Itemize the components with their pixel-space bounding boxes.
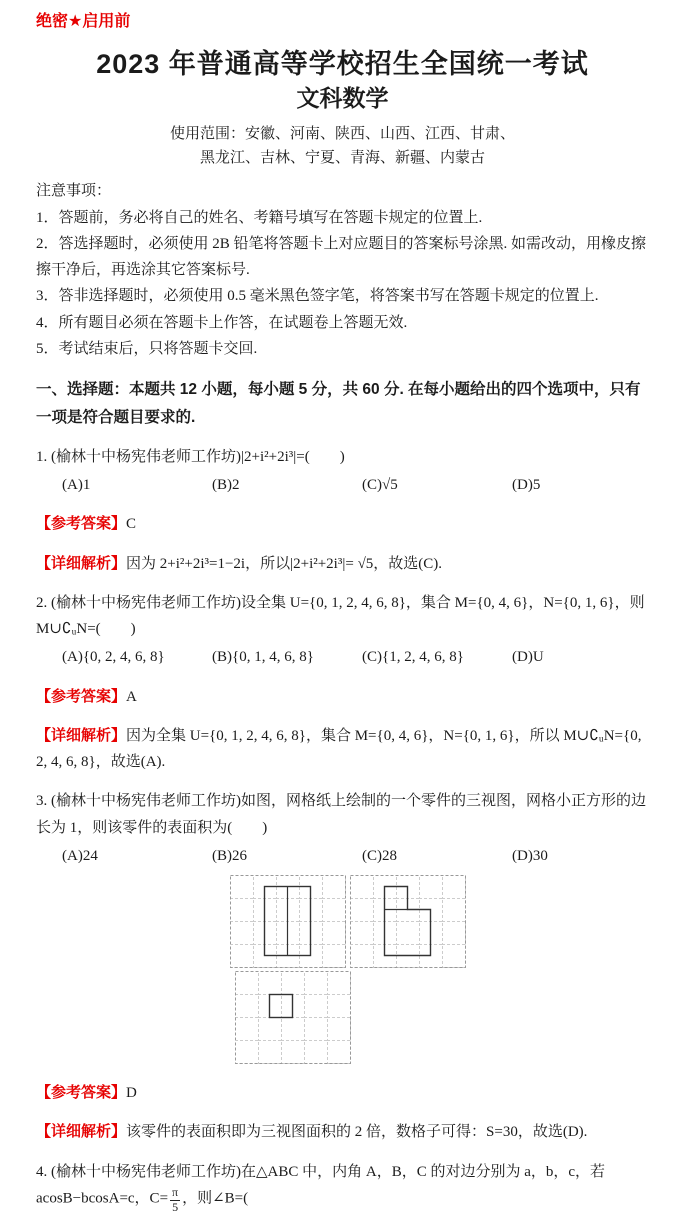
question-3 [36, 788, 649, 1145]
exam-subject: 文科数学 [296, 85, 389, 112]
question-3-option-d: (D)30 [512, 847, 548, 864]
notes-heading: 注意事项： [36, 183, 112, 200]
question-2-stem: 2. (榆林十中杨宪伟老师工作坊)设全集 U={0, 1, 2, 4, 6, 8}，集合 M={0, 4, 6}，N={0, 1, 6}，则 M∪∁ᵤN=( ) [36, 594, 645, 638]
top-view-grid [235, 971, 351, 1064]
notes-section [36, 178, 649, 362]
note-item-1: 1．答题前，务必将自己的姓名、考籍号填写在答题卡规定的位置上. [36, 209, 483, 226]
question-1-option-c: (C)√5 [362, 477, 398, 494]
question-4-stem [36, 1159, 649, 1214]
answer-value: C [126, 516, 137, 533]
question-3-stem: 3. (榆林十中杨宪伟老师工作坊)如图，网格纸上绘制的一个零件的三视图，网格小正方形的边长为 1，则该零件的表面积为( ) [36, 793, 646, 836]
three-view-figure [36, 875, 649, 1067]
question-2-answer [36, 684, 649, 710]
answer-label: 【参考答案】 [36, 688, 127, 705]
question-1-stem: 1. (榆林十中杨宪伟老师工作坊)|2+i²+2i³|=( ) [36, 448, 345, 465]
analysis-label: 【详细解析】 [36, 1124, 127, 1141]
question-2-options [36, 644, 649, 670]
question-2-analysis [36, 723, 649, 776]
analysis-text: 因为 2+i²+2i³=1−2i，所以|2+i²+2i³|= √5，故选(C). [126, 555, 443, 572]
question-1-options [36, 472, 649, 498]
scope-line-1: 使用范围：安徽、河南、陕西、山西、江西、甘肃、 [169, 126, 515, 143]
answer-label: 【参考答案】 [36, 1085, 127, 1102]
question-2 [36, 590, 649, 776]
fraction-denominator: 5 [172, 1199, 179, 1214]
question-1-answer [36, 511, 649, 537]
question-4-stem-post: ，则∠B=( [182, 1190, 249, 1207]
answer-label: 【参考答案】 [36, 516, 127, 533]
question-1-option-d: (D)5 [512, 477, 541, 494]
question-4-stem-pre: 4. (榆林十中杨宪伟老师工作坊)在△ABC 中，内角 A，B，C 的对边分别为 a，b，c，若 acosB−bcosA=c，C= [36, 1163, 606, 1207]
front-view-grid [230, 875, 346, 968]
fraction-numerator: π [172, 1184, 179, 1199]
question-3-answer [36, 1080, 649, 1106]
question-2-option-d: (D)U [512, 649, 544, 666]
classification-label: 绝密★启用前 [36, 13, 131, 30]
analysis-label: 【详细解析】 [36, 555, 127, 572]
question-2-option-b: (B){0, 1, 4, 6, 8} [212, 649, 314, 666]
answer-value: D [126, 1085, 137, 1102]
side-view-grid [350, 875, 466, 968]
analysis-text: 该零件的表面积即为三视图面积的 2 倍，数格子可得：S=30，故选(D). [126, 1124, 588, 1141]
question-3-analysis [36, 1119, 649, 1145]
question-2-option-c: (C){1, 2, 4, 6, 8} [362, 649, 464, 666]
question-3-option-b: (B)26 [212, 847, 247, 864]
analysis-label: 【详细解析】 [36, 727, 127, 744]
analysis-text: 因为全集 U={0, 1, 2, 4, 6, 8}，集合 M={0, 4, 6}，N={0, 1, 6}，所以 M∪∁ᵤN={0, 2, 4, 6, 8}，故选(A). [36, 727, 642, 771]
note-item-4: 4．所有题目必须在答题卡上作答，在试题卷上答题无效. [36, 314, 408, 331]
question-1-analysis [36, 551, 649, 577]
question-2-option-a: (A){0, 2, 4, 6, 8} [62, 649, 165, 666]
answer-value: A [126, 688, 137, 705]
question-4 [36, 1159, 649, 1214]
question-1-option-a: (A)1 [62, 477, 91, 494]
question-1 [36, 444, 649, 577]
note-item-2: 2．答选择题时，必须使用 2B 铅笔将答题卡上对应题目的答案标号涂黑. 如需改动，用橡皮擦擦干净后，再选涂其它答案标号. [36, 235, 647, 279]
question-3-options [36, 843, 649, 869]
note-item-5: 5．考试结束后，只将答题卡交回. [36, 340, 258, 357]
question-3-option-c: (C)28 [362, 847, 397, 864]
question-3-option-a: (A)24 [62, 847, 98, 864]
exam-title: 2023 年普通高等学校招生全国统一考试 [96, 49, 589, 79]
question-1-option-b: (B)2 [212, 477, 240, 494]
note-item-3: 3．答非选择题时，必须使用 0.5 毫米黑色签字笔，将答案书写在答题卡规定的位置上. [36, 288, 599, 305]
scope-line-2: 黑龙江、吉林、宁夏、青海、新疆、内蒙古 [199, 150, 485, 167]
fraction-pi-over-5 [170, 1186, 180, 1214]
section-heading: 一、选择题：本题共 12 小题，每小题 5 分，共 60 分. 在每小题给出的四个选项中，只有一项是符合题目要求的. [36, 381, 641, 426]
